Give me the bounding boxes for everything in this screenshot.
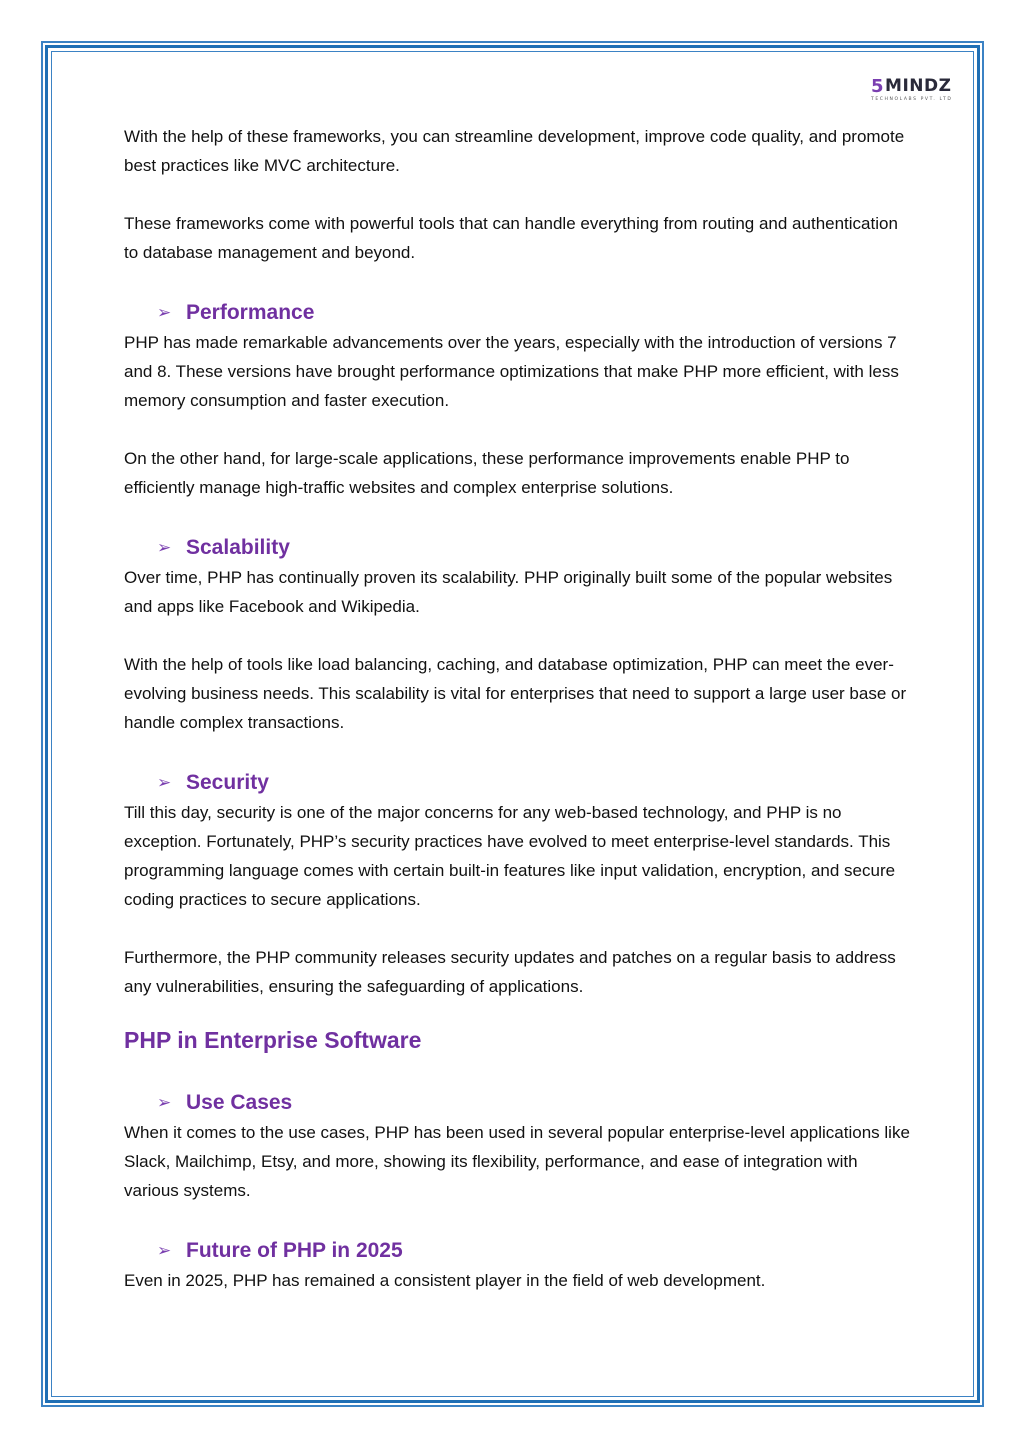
- subheading-future: [124, 1235, 914, 1266]
- subheading-future-title: Future of PHP in 2025: [186, 1238, 403, 1262]
- logo-five: 5: [871, 76, 885, 97]
- company-logo: [871, 78, 963, 104]
- use-cases-paragraph-1: When it comes to the use cases, PHP has been used in several popular enterprise-level applications like Slack, Mailchimp, Etsy, and more, showing its flexibility, performance, and ease of integration with various systems.: [124, 1123, 910, 1200]
- logo-tagline: TECHNOLABS PVT. LTD: [871, 97, 953, 102]
- subheading-security-title: Security: [186, 770, 269, 794]
- subheading-scalability: [124, 532, 914, 563]
- subheading-performance-title: Performance: [186, 300, 315, 324]
- arrow-bullet-icon: ➢: [157, 773, 172, 792]
- subheading-scalability-title: Scalability: [186, 535, 290, 559]
- security-paragraph-2: Furthermore, the PHP community releases security updates and patches on a regular basis to address any vulnerabilities, ensuring the safeguarding of applications.: [124, 948, 896, 996]
- intro-paragraph-1: With the help of these frameworks, you can streamline development, improve code quality, and promote best practices like MVC architecture.: [124, 127, 905, 175]
- arrow-bullet-icon: ➢: [157, 538, 172, 557]
- arrow-bullet-icon: ➢: [157, 1241, 172, 1260]
- arrow-bullet-icon: ➢: [157, 303, 172, 322]
- subheading-security: [124, 767, 914, 798]
- subheading-use-cases-title: Use Cases: [186, 1090, 293, 1114]
- future-paragraph-1: Even in 2025, PHP has remained a consistent player in the field of web development.: [124, 1271, 766, 1290]
- section-title-enterprise: PHP in Enterprise Software: [124, 1027, 422, 1053]
- performance-paragraph-1: PHP has made remarkable advancements over the years, especially with the introduction of versions 7 and 8. These versions have brought performance optimizations that make PHP more efficient, with less memory consumption and faster execution.: [124, 333, 899, 410]
- logo-name: MINDZ: [885, 76, 952, 96]
- subheading-use-cases: [124, 1087, 914, 1118]
- logo-wordmark: [871, 78, 963, 95]
- scalability-paragraph-1: Over time, PHP has continually proven its scalability. PHP originally built some of the popular websites and apps like Facebook and Wikipedia.: [124, 568, 893, 616]
- performance-paragraph-2: On the other hand, for large-scale applications, these performance improvements enable PHP to efficiently manage high-traffic websites and complex enterprise solutions.: [124, 449, 850, 497]
- scalability-paragraph-2: With the help of tools like load balancing, caching, and database optimization, PHP can meet the ever-evolving business needs. This scalability is vital for enterprises that need to support a large user base or handle complex transactions.: [124, 655, 907, 732]
- security-paragraph-1: Till this day, security is one of the major concerns for any web-based technology, and PHP is no exception. Fortunately, PHP’s security practices have evolved to meet enterprise-level standards. This programming language comes with certain built-in features like input validation, encryption, and secure coding practices to secure applications.: [124, 803, 896, 909]
- document-body: [124, 122, 914, 1295]
- subheading-performance: [124, 297, 914, 328]
- arrow-bullet-icon: ➢: [157, 1093, 172, 1112]
- intro-paragraph-2: These frameworks come with powerful tools that can handle everything from routing and authentication to database management and beyond.: [124, 214, 898, 262]
